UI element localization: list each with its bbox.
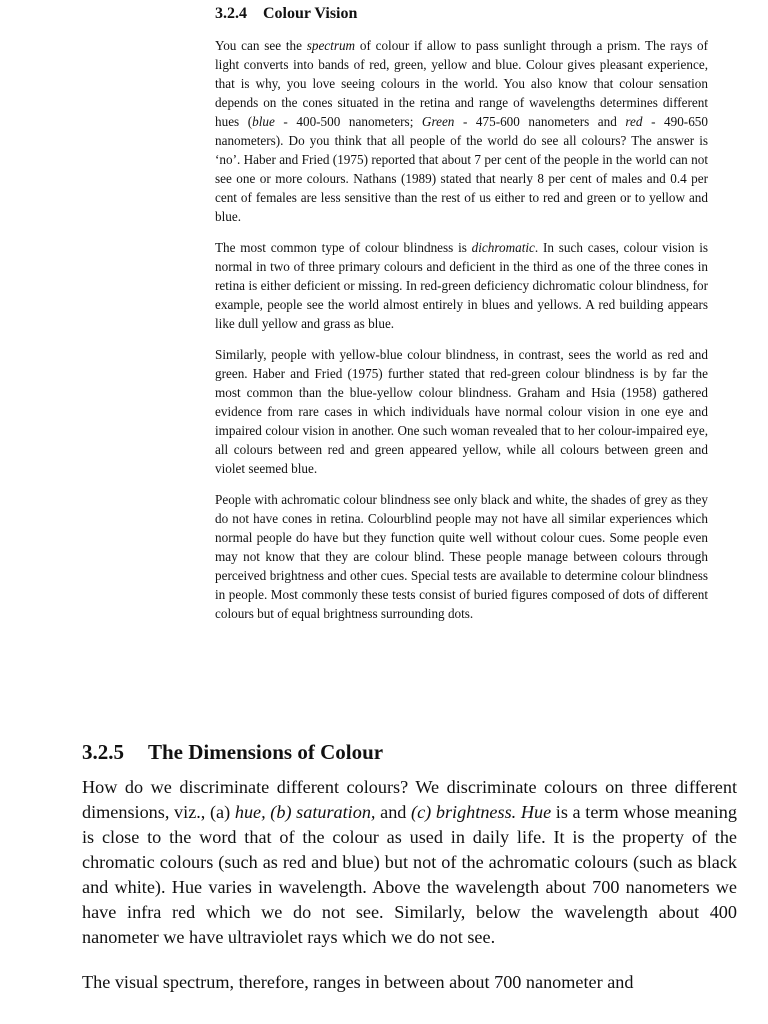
paragraph-spectrum: You can see the spectrum of colour if allow to pass sunlight through a prism. The rays of light converts into bands of red, green, yellow and blue. Colour gives pleasant experience, that is why, you love seeing colours in the world. You also know that colour sensation depends on the cones situated in the retina and range of wavelengths determines different hues (blue - 400-500 nanometers; Green - 475-600 nanometers and red - 490-650 nanometers). Do you think that all people of the world do see all colours? The answer is ‘no’. Haber and Fried (1975) reported that about 7 per cent of the people in the world can not see one or more colours. Nathans (1989) stated that nearly 8 per cent of males and 0.4 per cent of females are less sensitive than the rest of us either to red and green or to yellow and blue. <box>215 38 708 224</box>
paragraph-achromatic: People with achromatic colour blindness see only black and white, the shades of grey as they do not have cones in retina. Colourblind people may not have all similar experiences which normal people do have but they function quite well without colour cues. Some people even may not know that they are colour blind. These people manage between colours through perceived brightness and other cues. Special tests are available to determine colour blindness in people. Most commonly these tests consist of buried figures composed of dots of different colours but of equal brightness surrounding dots. <box>215 492 708 621</box>
section-title: Colour Vision <box>263 5 358 22</box>
section-number: 3.2.5 <box>82 740 124 764</box>
section-title: The Dimensions of Colour <box>148 740 384 764</box>
section-heading <box>82 737 737 767</box>
paragraph-visual-spectrum: The visual spectrum, therefore, ranges in between about 700 nanometer and <box>82 972 634 992</box>
section-number: 3.2.4 <box>215 5 247 22</box>
section-colour-vision <box>215 4 708 635</box>
paragraph-yellow-blue: Similarly, people with yellow-blue colour blindness, in contrast, sees the world as red and green. Haber and Fried (1975) further stated that red-green colour blindness is by far the most common than the blue-yellow colour blindness. Graham and Hsia (1958) gathered evidence from rare cases in which individuals have normal colour vision in one eye and impaired colour vision in another. One such woman revealed that to her colour-impaired eye, all colours between red and green appeared yellow, while all colours between green and violet seemed blue. <box>215 347 708 476</box>
paragraph-dimensions: How do we discriminate different colours? We discriminate colours on three different dimensions, viz., (a) hue, (b) saturation, and (c) brightness. Hue is a term whose meaning is close to the word that of the colour as used in daily life. It is the property of the chromatic colours (such as red and blue) but not of the achromatic colours (such as black and white). Hue varies in wavelength. Above the wavelength about 700 nanometers we have infra red which we do not see. Similarly, below the wavelength about 400 nanometer we have ultraviolet rays which we do not see. <box>82 777 737 947</box>
section-heading <box>215 4 708 24</box>
paragraph-dichromatic: The most common type of colour blindness is dichromatic. In such cases, colour vision is normal in two of three primary colours and deficient in the third as one of the three cones in retina is either deficient or missing. In red-green deficiency dichromatic colour blindness, for example, people see the world almost entirely in blues and yellows. A red building appears like dull yellow and grass as blue. <box>215 240 708 331</box>
section-dimensions-of-colour <box>82 737 737 1015</box>
